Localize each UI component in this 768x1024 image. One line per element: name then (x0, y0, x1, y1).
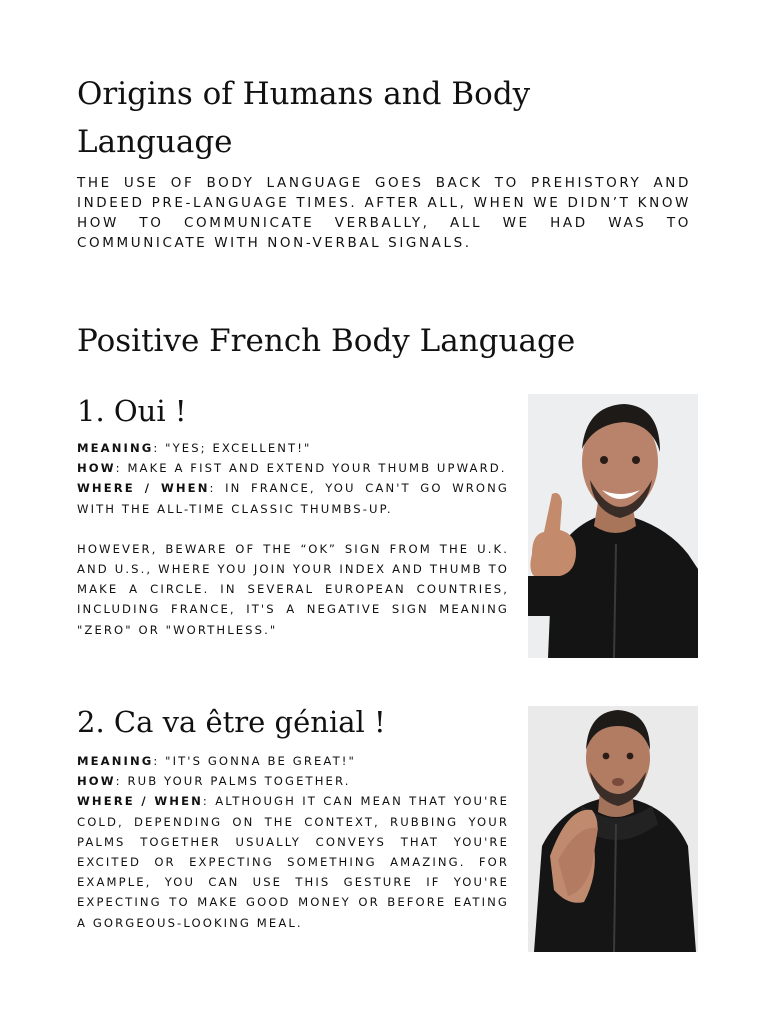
warning-paragraph: HOWEVER, BEWARE OF THE “OK” SIGN FROM THE U.K. AND U.S., WHERE YOU JOIN YOUR INDEX AND THUMB TO MAKE A CIRCLE. IN SEVERAL EUROPEAN COUNTRIES, INCLUDING FRANCE, IT'S A NEGATIVE SIGN MEANING "ZERO" OR "WORTHLESS." (77, 541, 509, 637)
how-text: : RUB YOUR PALMS TOGETHER. (115, 774, 351, 789)
how-line (77, 771, 509, 791)
meaning-label: MEANING (77, 754, 154, 768)
item-heading-oui: 1. Oui ! (77, 394, 187, 428)
rubbing-palms-photo (528, 706, 698, 952)
how-text: : MAKE A FIST AND EXTEND YOUR THUMB UPWARD. (115, 461, 507, 476)
meaning-label: MEANING (77, 441, 154, 455)
intro-paragraph: THE USE OF BODY LANGUAGE GOES BACK TO PREHISTORY AND INDEED PRE-LANGUAGE TIMES. AFTER ALL, WHEN WE DIDN’T KNOW HOW TO COMMUNICATE VERBALLY, ALL WE HAD WAS TO COMMUNICATE WITH NON-VERBAL SIGNALS. (77, 175, 691, 251)
page-title: Origins of Humans and Body Language (77, 76, 531, 160)
item-body-genial (77, 751, 509, 933)
meaning-line (77, 438, 509, 458)
how-label: HOW (77, 774, 116, 789)
where-label: WHERE / WHEN (77, 481, 210, 496)
where-line (77, 478, 509, 518)
where-text: : ALTHOUGH IT CAN MEAN THAT YOU'RE COLD, DEPENDING ON THE CONTEXT, RUBBING YOUR PALMS TOGETHER USUALLY CONVEYS THAT YOU'RE EXCITED OR EXPECTING SOMETHING AMAZING. FOR EXAMPLE, YOU CAN USE THIS GESTURE IF YOU'RE EXPECTING TO MAKE GOOD MONEY OR BEFORE EATING A GORGEOUS-LOOKING MEAL. (77, 794, 509, 930)
where-label: WHERE / WHEN (77, 794, 203, 809)
how-line (77, 458, 509, 478)
where-line (77, 791, 509, 932)
where-text: : IN FRANCE, YOU CAN'T GO WRONG WITH THE ALL-TIME CLASSIC THUMBS-UP. (77, 481, 509, 516)
meaning-text: : "YES; EXCELLENT!" (153, 441, 312, 455)
section-heading: Positive French Body Language (77, 323, 576, 359)
thumbs-up-photo (528, 394, 698, 658)
item-body-oui (77, 438, 509, 640)
meaning-text: : "IT'S GONNA BE GREAT!" (153, 754, 356, 768)
item-heading-genial: 2. Ca va être génial ! (77, 705, 386, 739)
how-label: HOW (77, 461, 116, 476)
meaning-line (77, 751, 509, 771)
